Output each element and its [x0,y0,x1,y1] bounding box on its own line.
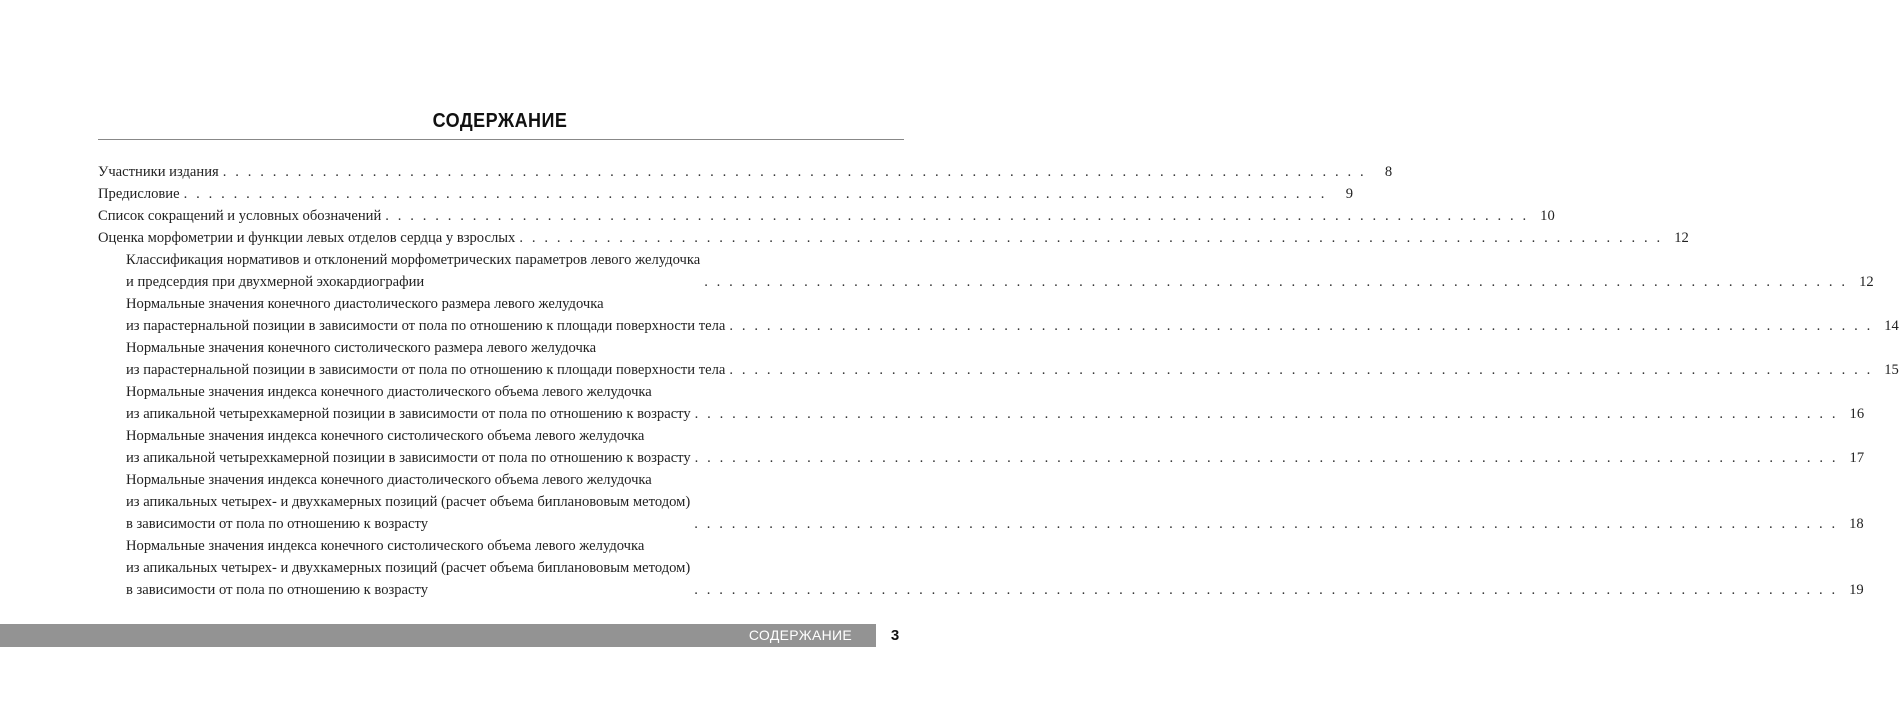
toc-entry[interactable] [98,249,1874,293]
toc-dot-leader: . . . . . . . . . . . . . . . . . . . . . . . . . . . . . . . . . . . . . . . . . . . . . . . . . . . . . . . . . . . . . . . . . . . . . . . . . . . . . . . . . . . . . . . . . . . . [694,582,1838,598]
toc-entry-line: Оценка морфометрии и функции левых отделов сердца у взрослых [98,230,516,246]
toc-entry[interactable] [98,183,1354,205]
toc-entry-line: Нормальные значения конечного систолического размера левого желудочка [126,340,597,356]
toc-dot-leader: . . . . . . . . . . . . . . . . . . . . . . . . . . . . . . . . . . . . . . . . . . . . . . . . . . . . . . . . . . . . . . . . . . . . . . . . . . . . . . . . . . . . . . . . . . . . [385,208,1529,224]
toc-entry[interactable] [98,535,1864,601]
toc-entry-line: в зависимости от пола по отношению к возрасту [126,516,428,532]
toc-entry-line: из апикальной четырехкамерной позиции в зависимости от пола по отношению к возрасту [126,406,691,422]
toc-entry-line: из парастернальной позиции в зависимости от пола по отношению к площади поверхности тела [126,362,726,378]
toc-page-number: 18 [1849,516,1864,532]
toc-dot-leader: . . . . . . . . . . . . . . . . . . . . . . . . . . . . . . . . . . . . . . . . . . . . . . . . . . . . . . . . . . . . . . . . . . . . . . . . . . . . . . . . . . . . . . . . . . . . [694,406,1839,422]
toc-dot-leader: . . . . . . . . . . . . . . . . . . . . . . . . . . . . . . . . . . . . . . . . . . . . . . . . . . . . . . . . . . . . . . . . . . . . . . . . . . . . . . . . . . . . . . . . . . . . [222,164,1367,180]
toc-entry-line: в зависимости от пола по отношению к возрасту [126,582,428,598]
toc-entry-line: Участники издания [98,164,219,180]
toc-page-number: 19 [1849,582,1864,598]
toc-entry[interactable] [98,469,1864,535]
toc-page-number: 15 [1884,362,1899,378]
toc-entry-line: из апикальной четырехкамерной позиции в зависимости от пола по отношению к возрасту [126,450,691,466]
toc-entry-line: Предисловие [98,186,180,202]
toc-entry[interactable] [98,227,1689,249]
footer-page-number: 3 [890,627,900,644]
toc-page-number: 17 [1849,450,1865,466]
toc-page-number: 8 [1384,164,1393,180]
toc-dot-leader: . . . . . . . . . . . . . . . . . . . . . . . . . . . . . . . . . . . . . . . . . . . . . . . . . . . . . . . . . . . . . . . . . . . . . . . . . . . . . . . . . . . . . . . . . . . . [704,274,1848,290]
toc-entry-title [126,249,700,293]
page-title: СОДЕРЖАНИЕ [432,110,568,132]
toc-entry-title [98,205,381,227]
toc-entry[interactable] [98,337,1899,381]
toc-entry[interactable] [98,293,1899,337]
toc-entry-line: Нормальные значения индекса конечного диастолического объема левого желудочка [126,384,652,400]
table-of-contents [98,161,1899,601]
toc-entry-line: Классификация нормативов и отклонений морфометрических параметров левого желудочка [126,252,701,268]
toc-entry-line: Нормальные значения индекса конечного систолического объема левого желудочка [126,538,645,554]
toc-page-number: 16 [1849,406,1865,422]
toc-page-number: 14 [1884,318,1899,334]
toc-dot-leader: . . . . . . . . . . . . . . . . . . . . . . . . . . . . . . . . . . . . . . . . . . . . . . . . . . . . . . . . . . . . . . . . . . . . . . . . . . . . . . . . . . . . . . . . . . . . [729,318,1873,334]
toc-entry-line: из парастернальной позиции в зависимости от пола по отношению к площади поверхности тела [126,318,726,334]
toc-page-number: 12 [1859,274,1874,290]
toc-entry-title [126,337,725,381]
toc-dot-leader: . . . . . . . . . . . . . . . . . . . . . . . . . . . . . . . . . . . . . . . . . . . . . . . . . . . . . . . . . . . . . . . . . . . . . . . . . . . . . . . . . . . . . . . . . . . . [519,230,1663,246]
toc-dot-leader: . . . . . . . . . . . . . . . . . . . . . . . . . . . . . . . . . . . . . . . . . . . . . . . . . . . . . . . . . . . . . . . . . . . . . . . . . . . . . . . . . . . . . . . . . . . . [183,186,1328,202]
toc-entry-title [98,161,219,183]
toc-entry-title [126,293,725,337]
toc-entry[interactable] [98,381,1865,425]
toc-page-number: 12 [1674,230,1689,246]
toc-dot-leader: . . . . . . . . . . . . . . . . . . . . . . . . . . . . . . . . . . . . . . . . . . . . . . . . . . . . . . . . . . . . . . . . . . . . . . . . . . . . . . . . . . . . . . . . . . . . [694,450,1839,466]
footer-section-label: СОДЕРЖАНИЕ [748,627,852,643]
toc-entry-line: Список сокращений и условных обозначений [98,208,382,224]
toc-entry-line: Нормальные значения конечного диастолического размера левого желудочка [126,296,604,312]
title-divider [98,139,904,140]
toc-entry-title [98,227,515,249]
toc-page-number: 10 [1540,208,1555,224]
toc-entry[interactable] [98,161,1393,183]
toc-entry-title [126,381,691,425]
toc-entry-title [126,535,690,601]
toc-entry-line: Нормальные значения индекса конечного систолического объема левого желудочка [126,428,645,444]
toc-dot-leader: . . . . . . . . . . . . . . . . . . . . . . . . . . . . . . . . . . . . . . . . . . . . . . . . . . . . . . . . . . . . . . . . . . . . . . . . . . . . . . . . . . . . . . . . . . . . [694,516,1838,532]
toc-entry-line: из апикальных четырех- и двухкамерных позиций (расчет объема бипланововым методом) [126,560,691,576]
toc-entry-title [98,183,180,205]
toc-entry-line: Нормальные значения индекса конечного диастолического объема левого желудочка [126,472,652,488]
toc-entry-title [126,425,691,469]
toc-dot-leader: . . . . . . . . . . . . . . . . . . . . . . . . . . . . . . . . . . . . . . . . . . . . . . . . . . . . . . . . . . . . . . . . . . . . . . . . . . . . . . . . . . . . . . . . . . . . [729,362,1873,378]
toc-entry-line: и предсердия при двухмерной эхокардиографии [126,274,425,290]
toc-entry[interactable] [98,205,1555,227]
toc-page-number: 9 [1345,186,1354,202]
toc-entry-line: из апикальных четырех- и двухкамерных позиций (расчет объема бипланововым методом) [126,494,691,510]
footer-bar [0,624,876,647]
toc-entry-title [126,469,690,535]
toc-entry[interactable] [98,425,1865,469]
